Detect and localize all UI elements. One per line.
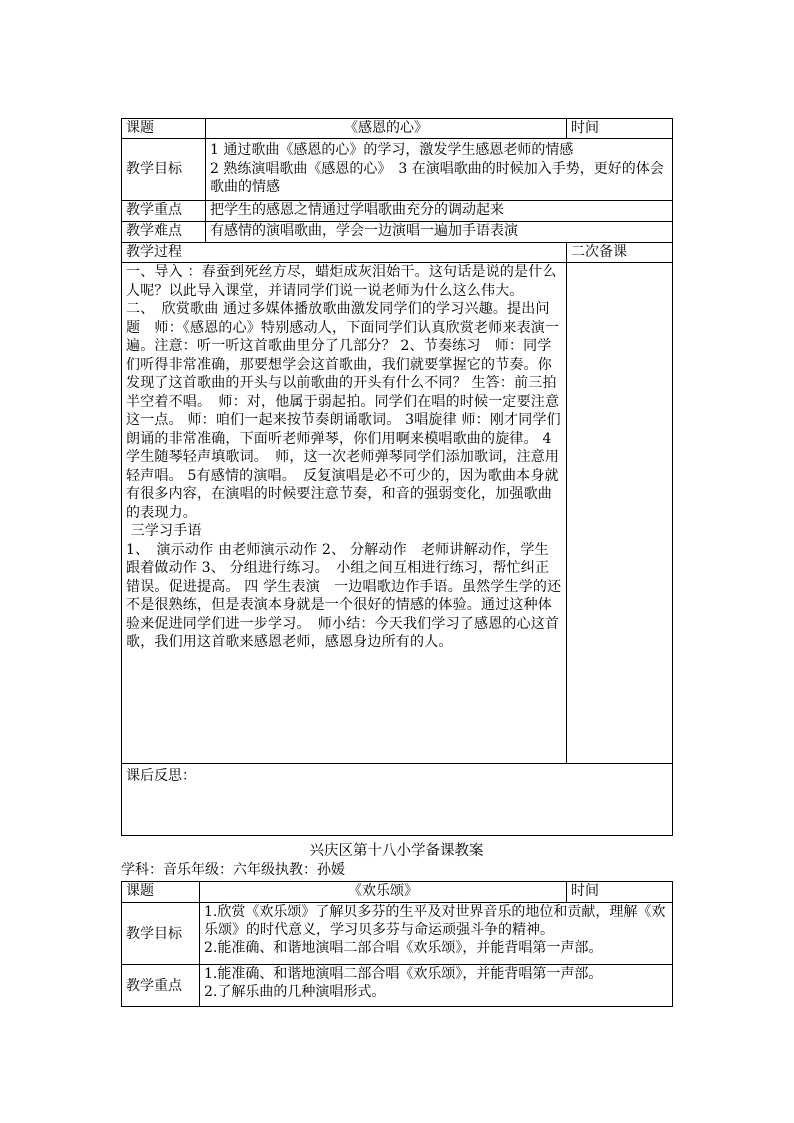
second-prep-label: 二次备课 <box>567 243 673 263</box>
process-content <box>122 263 567 764</box>
reflection-cell: 课后反思： <box>122 764 673 836</box>
goals-cell <box>200 903 673 965</box>
lesson-plan-table-1 <box>121 118 673 836</box>
goals-cell <box>206 139 673 201</box>
key-value: 把学生的感恩之情通过学唱歌曲充分的调动起来 <box>206 201 673 222</box>
subject-line: 学科：音乐年级：六年级执教：孙媛 <box>121 862 345 878</box>
goal-item: 1 通过歌曲《感恩的心》的学习，激发学生感恩老师的情感 <box>210 142 574 158</box>
topic-label: 课题 <box>122 882 200 903</box>
process-paragraph: 一、导入 ：春蚕到死丝方尽，蜡炬成灰泪始干。这句话是说的是什么人呢？以此导入课堂，并请同学们说一说老师为什么这么伟大。 <box>126 264 557 299</box>
process-paragraph: 三学习手语 <box>126 523 202 539</box>
key-item: 2.了解乐曲的几种演唱形式。 <box>204 984 386 1000</box>
goal-item: 2.能准确、和谐地演唱二部合唱《欢乐颂》，并能背唱第一声部。 <box>204 940 603 956</box>
topic-value: 《感恩的心》 <box>206 119 567 139</box>
key-item: 1.能准确、和谐地演唱二部合唱《欢乐颂》，并能背唱第一声部。 <box>204 966 603 982</box>
key-label: 教学重点 <box>122 201 206 222</box>
goals-label: 教学目标 <box>122 139 206 201</box>
difficulty-value: 有感情的演唱歌曲，学会一边演唱一遍加手语表演 <box>206 222 673 243</box>
process-paragraph: 二、 欣赏歌曲 通过多媒体播放歌曲激发同学们的学习兴趣。提出问题 师：《感恩的心》特别感动人，下面同学们认真欣赏老师来表演一遍。注意：听一听这首歌曲里分了几部分？ 2、节奏练习 师：同学们听得非常准确，那要想学会这首歌曲，我们就要掌握它的节奏。你发现了这首歌曲的开头与以前歌曲的开头有什么不同？ 生答：前三拍半空着不唱。 师：对，他属于弱起拍。同学们在唱的时候一定要注意这一点。 师：咱们一起来按节奏朗诵歌词。 3唱旋律 师：刚才同学们朗诵的非常准确，下面听老师弹琴，你们用啊来模唱歌曲的旋律。 4学生随琴轻声填歌词。 师，这一次老师弹琴同学们添加歌词，注意用轻声唱。 5有感情的演唱。 反复演唱是必不可少的，因为歌曲本身就有很多内容，在演唱的时候要注意节奏，和音的强弱变化，加强歌曲的表现力。 <box>126 301 561 521</box>
goals-label: 教学目标 <box>122 903 200 965</box>
key-cell <box>200 965 673 1007</box>
key-label: 教学重点 <box>122 965 200 1007</box>
second-prep-cell <box>567 263 673 764</box>
goal-item: 1.欣赏《欢乐颂》了解贝多芬的生平及对世界音乐的地位和贡献，理解《欢乐颂》的时代意义，学习贝多芬与命运顽强斗争的精神。 <box>204 904 666 938</box>
time-label: 时间 <box>567 119 673 139</box>
process-label: 教学过程 <box>122 243 567 263</box>
topic-label: 课题 <box>122 119 206 139</box>
lesson-plan-table-2 <box>121 881 673 1007</box>
topic-value: 《欢乐颂》 <box>200 882 567 903</box>
difficulty-label: 教学难点 <box>122 222 206 243</box>
time-label: 时间 <box>567 882 673 903</box>
school-title: 兴庆区第十八小学备课教案 <box>309 843 484 859</box>
process-paragraph: 1、 演示动作 由老师演示动作 2、 分解动作 老师讲解动作，学生跟着做动作 3、 分组进行练习。 小组之间互相进行练习，帮忙纠正错误。促进提高。 四 学生表演 一边唱歌边作手语。虽然学生学的还不是很熟练，但是表演本身就是一个很好的情感的体验。通过这种体验来促进同学们进一步学习。 师小结：今天我们学习了感恩的心这首歌，我们用这首歌来感恩老师，感恩身边所有的人。 <box>126 541 562 650</box>
goal-item: 2 熟练演唱歌曲《感恩的心》 3 在演唱歌曲的时候加入手势，更好的体会歌曲的情感 <box>210 160 664 195</box>
